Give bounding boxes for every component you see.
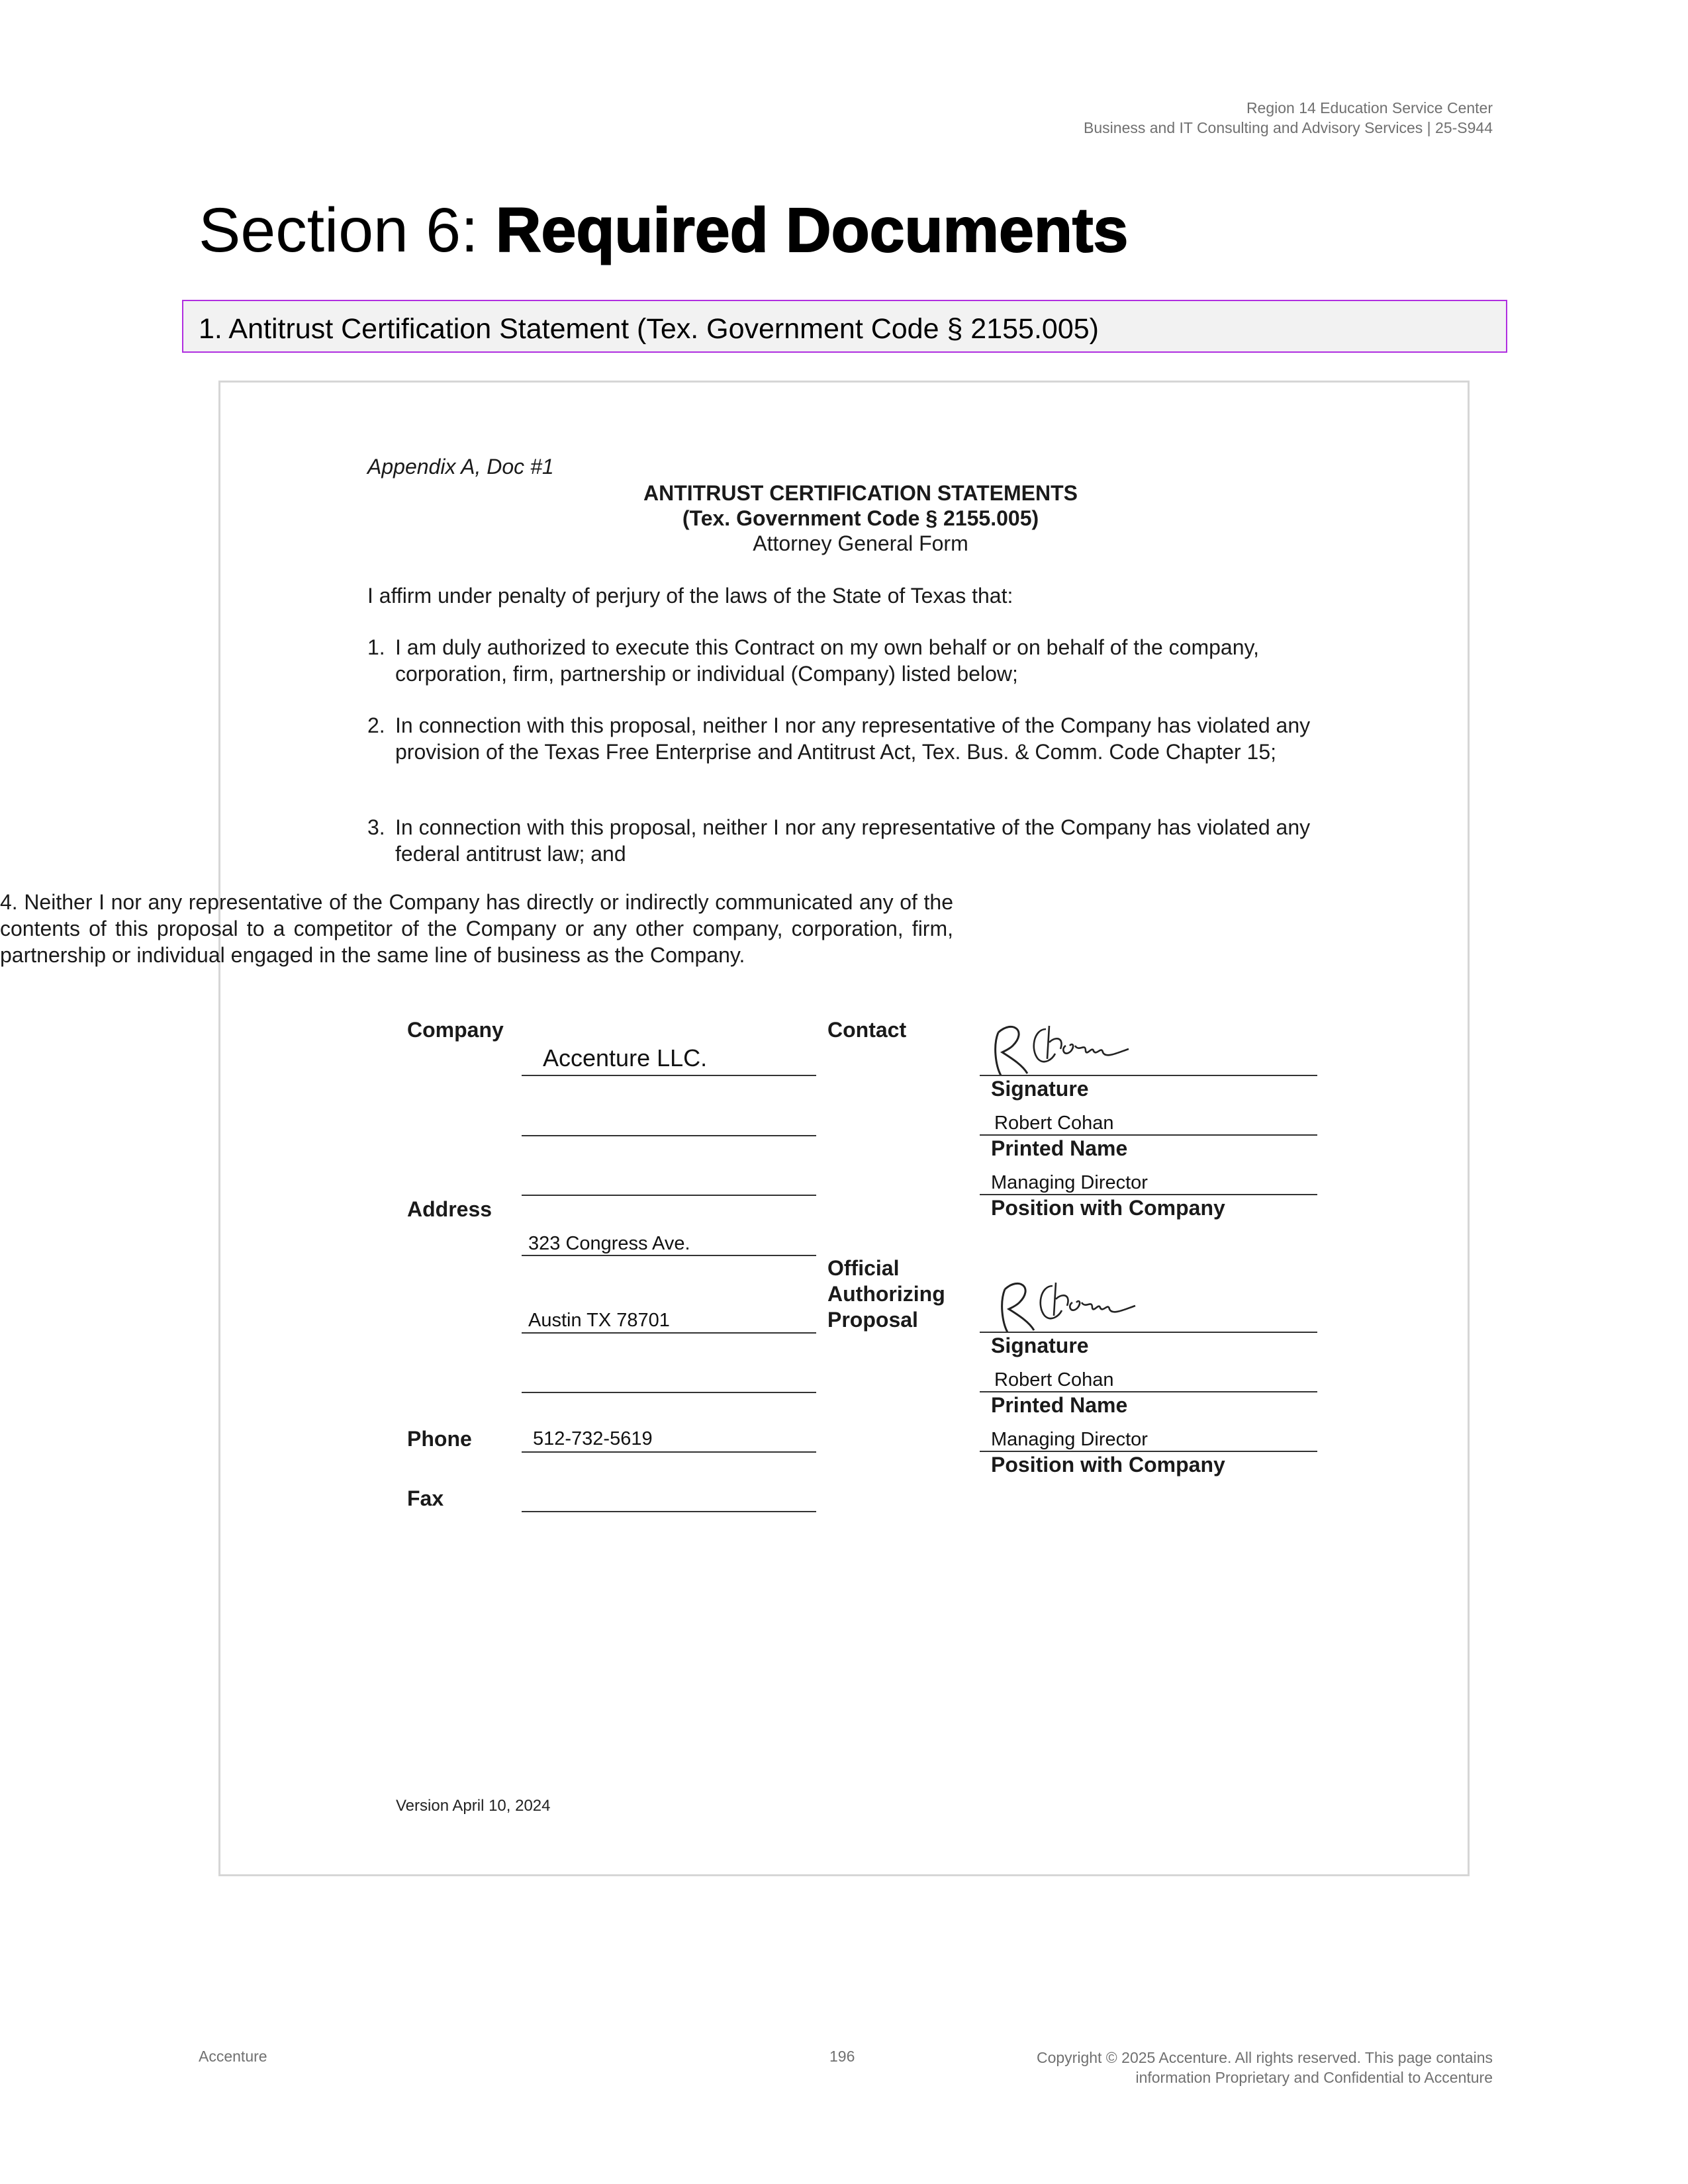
company-label: Company — [407, 1018, 504, 1042]
official-printed-name-label: Printed Name — [991, 1393, 1128, 1417]
form-title: ANTITRUST CERTIFICATION STATEMENTS — [643, 481, 1078, 505]
list-item — [367, 712, 1321, 790]
company-line-3 — [522, 1195, 816, 1196]
header-project: Business and IT Consulting and Advisory Services | 25-S944 — [1084, 119, 1493, 136]
item-text: In connection with this proposal, neither I nor any representative of the Company has violated any federal antitrust law; and — [395, 815, 1311, 866]
section-prefix: Section 6: — [199, 195, 496, 265]
address-line1-value: 323 Congress Ave. — [528, 1233, 690, 1254]
page-title — [199, 191, 1128, 270]
form-affirm: I affirm under penalty of perjury of the laws of the State of Texas that: — [367, 584, 1013, 608]
header-org: Region 14 Education Service Center — [1246, 99, 1493, 116]
official-position-label: Position with Company — [991, 1453, 1225, 1477]
address-line-2 — [522, 1332, 816, 1334]
list-item — [0, 889, 953, 968]
item-number: 3. — [367, 815, 385, 839]
list-item — [367, 814, 1321, 867]
item-number: 1. — [367, 635, 385, 659]
address-line-3 — [522, 1392, 816, 1393]
address-line2-value: Austin TX 78701 — [528, 1310, 670, 1331]
contact-signature-label: Signature — [991, 1077, 1089, 1101]
official-signature-label: Signature — [991, 1334, 1089, 1357]
address-line-1 — [522, 1255, 816, 1256]
item-text: Neither I nor any representative of the Company has directly or indirectly communicated any of the contents of this proposal to a competitor of the Company or any other company, corporation, firm, partnership or individual engaged in the same line of business as the Company. — [0, 890, 954, 967]
address-label: Address — [407, 1197, 492, 1221]
official-position-value: Managing Director — [991, 1429, 1148, 1450]
proposal-label: Proposal — [827, 1308, 918, 1332]
page-number: 196 — [829, 2048, 855, 2065]
official-label: Official — [827, 1256, 900, 1280]
company-line — [522, 1075, 816, 1076]
official-name-value: Robert Cohan — [994, 1369, 1114, 1390]
phone-label: Phone — [407, 1427, 472, 1451]
authorizing-label: Authorizing — [827, 1282, 945, 1306]
footer-copyright-line2: information Proprietary and Confidential to Accenture — [1135, 2069, 1493, 2086]
section-title-bold: Required Documents — [495, 195, 1129, 265]
fax-label: Fax — [407, 1486, 444, 1510]
company-line-2 — [522, 1135, 816, 1136]
item-text: In connection with this proposal, neither I nor any representative of the Company has violated any provision of the Texas Free Enterprise and Antitrust Act, Tex. Bus. & Comm. Code Chapter 15; — [395, 713, 1311, 764]
item-number: 2. — [367, 713, 385, 737]
footer-copyright — [1037, 2048, 1493, 2087]
footer-company: Accenture — [199, 2048, 267, 2065]
doc-heading: 1. Antitrust Certification Statement (Tex. Government Code § 2155.005) — [199, 313, 1099, 345]
list-item — [367, 634, 1321, 687]
form-subtitle: Attorney General Form — [753, 531, 968, 555]
form-appendix: Appendix A, Doc #1 — [367, 455, 554, 478]
contact-name-value: Robert Cohan — [994, 1113, 1114, 1134]
contact-label: Contact — [827, 1018, 907, 1042]
contact-position-label: Position with Company — [991, 1196, 1225, 1220]
form-code: (Tex. Government Code § 2155.005) — [682, 506, 1039, 530]
item-number: 4. — [0, 890, 18, 914]
official-signature-image — [993, 1269, 1152, 1336]
fax-line — [522, 1511, 816, 1512]
contact-position-value: Managing Director — [991, 1172, 1148, 1193]
form-version: Version April 10, 2024 — [396, 1797, 551, 1815]
phone-value: 512-732-5619 — [533, 1428, 653, 1449]
phone-line — [522, 1451, 816, 1453]
item-text: I am duly authorized to execute this Contract on my own behalf or on behalf of the company, corporation, firm, partnership or individual (Company) listed below; — [395, 635, 1260, 686]
footer-copyright-line1: Copyright © 2025 Accenture. All rights reserved. This page contains — [1036, 2049, 1493, 2066]
contact-signature-image — [986, 1013, 1145, 1079]
company-value: Accenture LLC. — [543, 1044, 708, 1071]
contact-printed-name-label: Printed Name — [991, 1136, 1128, 1160]
